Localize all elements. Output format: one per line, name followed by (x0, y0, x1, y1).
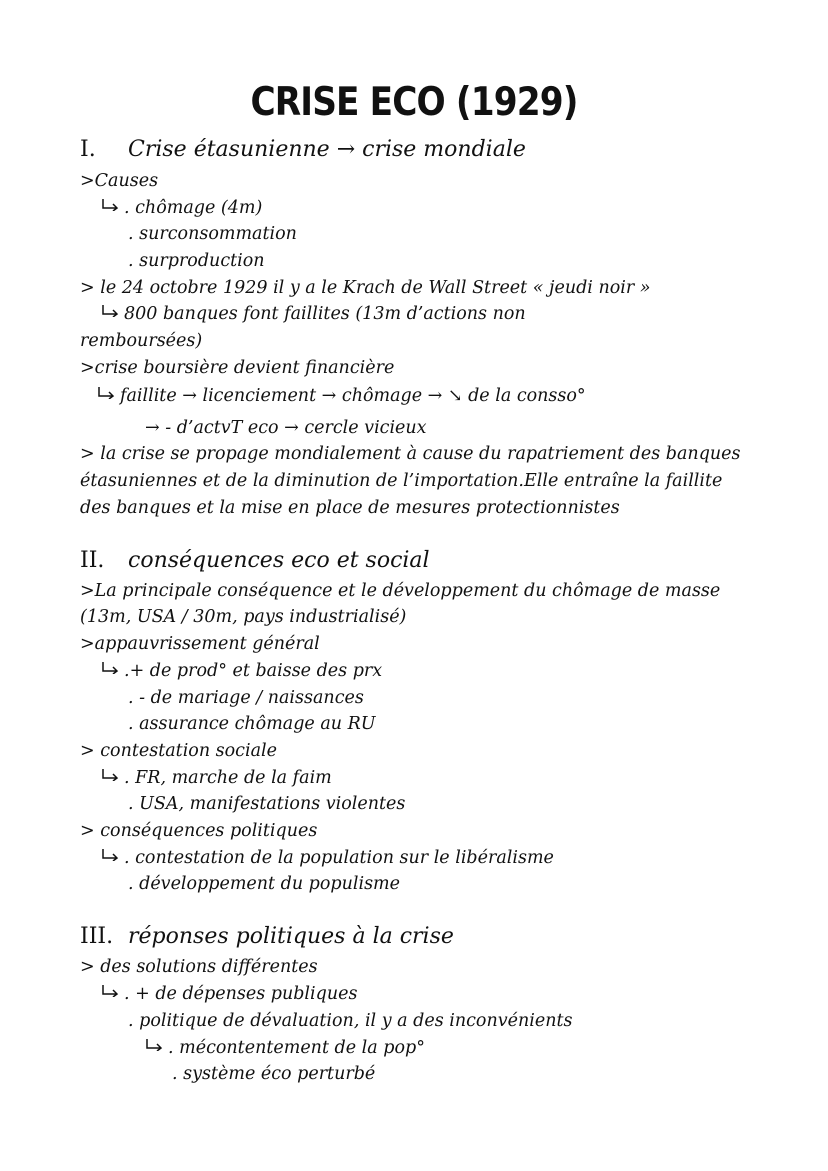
hook-arrow-icon (144, 1039, 164, 1051)
section-3-heading (80, 924, 454, 950)
chain-line-1: faillite → licenciement → chômage → ↘ de la consso° (96, 385, 586, 407)
chain-line-2: → - d’actvT eco → cercle vicieux (145, 418, 427, 438)
hook-arrow-icon (100, 305, 120, 317)
banks-line-cont: remboursées) (80, 331, 203, 351)
section-1-number: I. (80, 137, 96, 162)
banks-line: 800 banques font faillites (13m d’actions non (100, 303, 526, 325)
solution-item-1: . + de dépenses publiques (100, 983, 357, 1005)
section-2-number: II. (80, 548, 105, 573)
political-item-2: . développement du populisme (128, 874, 401, 894)
spread-line-1: > la crise se propage mondialement à cause du rapatriement des banques (80, 444, 741, 464)
poverty-item-1: .+ de prod° et baisse des prx (100, 660, 382, 682)
section-2-heading (80, 548, 430, 574)
contest-item-2: . USA, manifestations violentes (128, 794, 406, 814)
solution-subitem-1: . mécontentement de la pop° (144, 1037, 425, 1059)
hook-arrow-icon (96, 387, 116, 399)
political-item-1: . contestation de la population sur le libéralisme (100, 847, 554, 869)
page-title: CRISE ECO (1929) (250, 80, 578, 125)
section-3-title: réponses politiques à la crise (128, 924, 454, 949)
poverty-line: >appauvrissement général (80, 634, 320, 654)
cause-item-3: . surproduction (128, 251, 265, 271)
main-consequence-2: (13m, USA / 30m, pays industrialisé) (80, 607, 407, 627)
contest-item-1: . FR, marche de la faim (100, 767, 332, 789)
cause-item-1: . chômage (4m) (100, 197, 262, 219)
spread-line-2: étasuniennes et de la diminution de l’importation.Elle entraîne la faillite (80, 471, 723, 491)
political-consequences-line: > conséquences politiques (80, 821, 318, 841)
hook-arrow-icon (100, 199, 120, 211)
solutions-line: > des solutions différentes (80, 957, 318, 977)
hook-arrow-icon (100, 849, 120, 861)
hook-arrow-icon (100, 662, 120, 674)
poverty-item-3: . assurance chômage au RU (128, 714, 376, 734)
section-3-number: III. (80, 924, 114, 949)
cause-item-2: . surconsommation (128, 224, 297, 244)
poverty-item-2: . - de mariage / naissances (128, 688, 364, 708)
krach-line: > le 24 octobre 1929 il y a le Krach de Wall Street « jeudi noir » (80, 278, 651, 298)
section-2-title: conséquences eco et social (128, 548, 430, 573)
social-contest-line: > contestation sociale (80, 741, 277, 761)
causes-label: >Causes (80, 171, 159, 191)
section-1-heading (80, 137, 526, 163)
financial-crisis-line: >crise boursière devient financière (80, 358, 395, 378)
hook-arrow-icon (100, 985, 120, 997)
main-consequence-1: >La principale conséquence et le développement du chômage de masse (80, 581, 721, 601)
spread-line-3: des banques et la mise en place de mesures protectionnistes (80, 498, 620, 518)
section-1-title: Crise étasunienne → crise mondiale (128, 137, 526, 162)
solution-item-2: . politique de dévaluation, il y a des inconvénients (128, 1011, 573, 1031)
solution-subitem-2: . système éco perturbé (172, 1064, 376, 1084)
hook-arrow-icon (100, 769, 120, 781)
